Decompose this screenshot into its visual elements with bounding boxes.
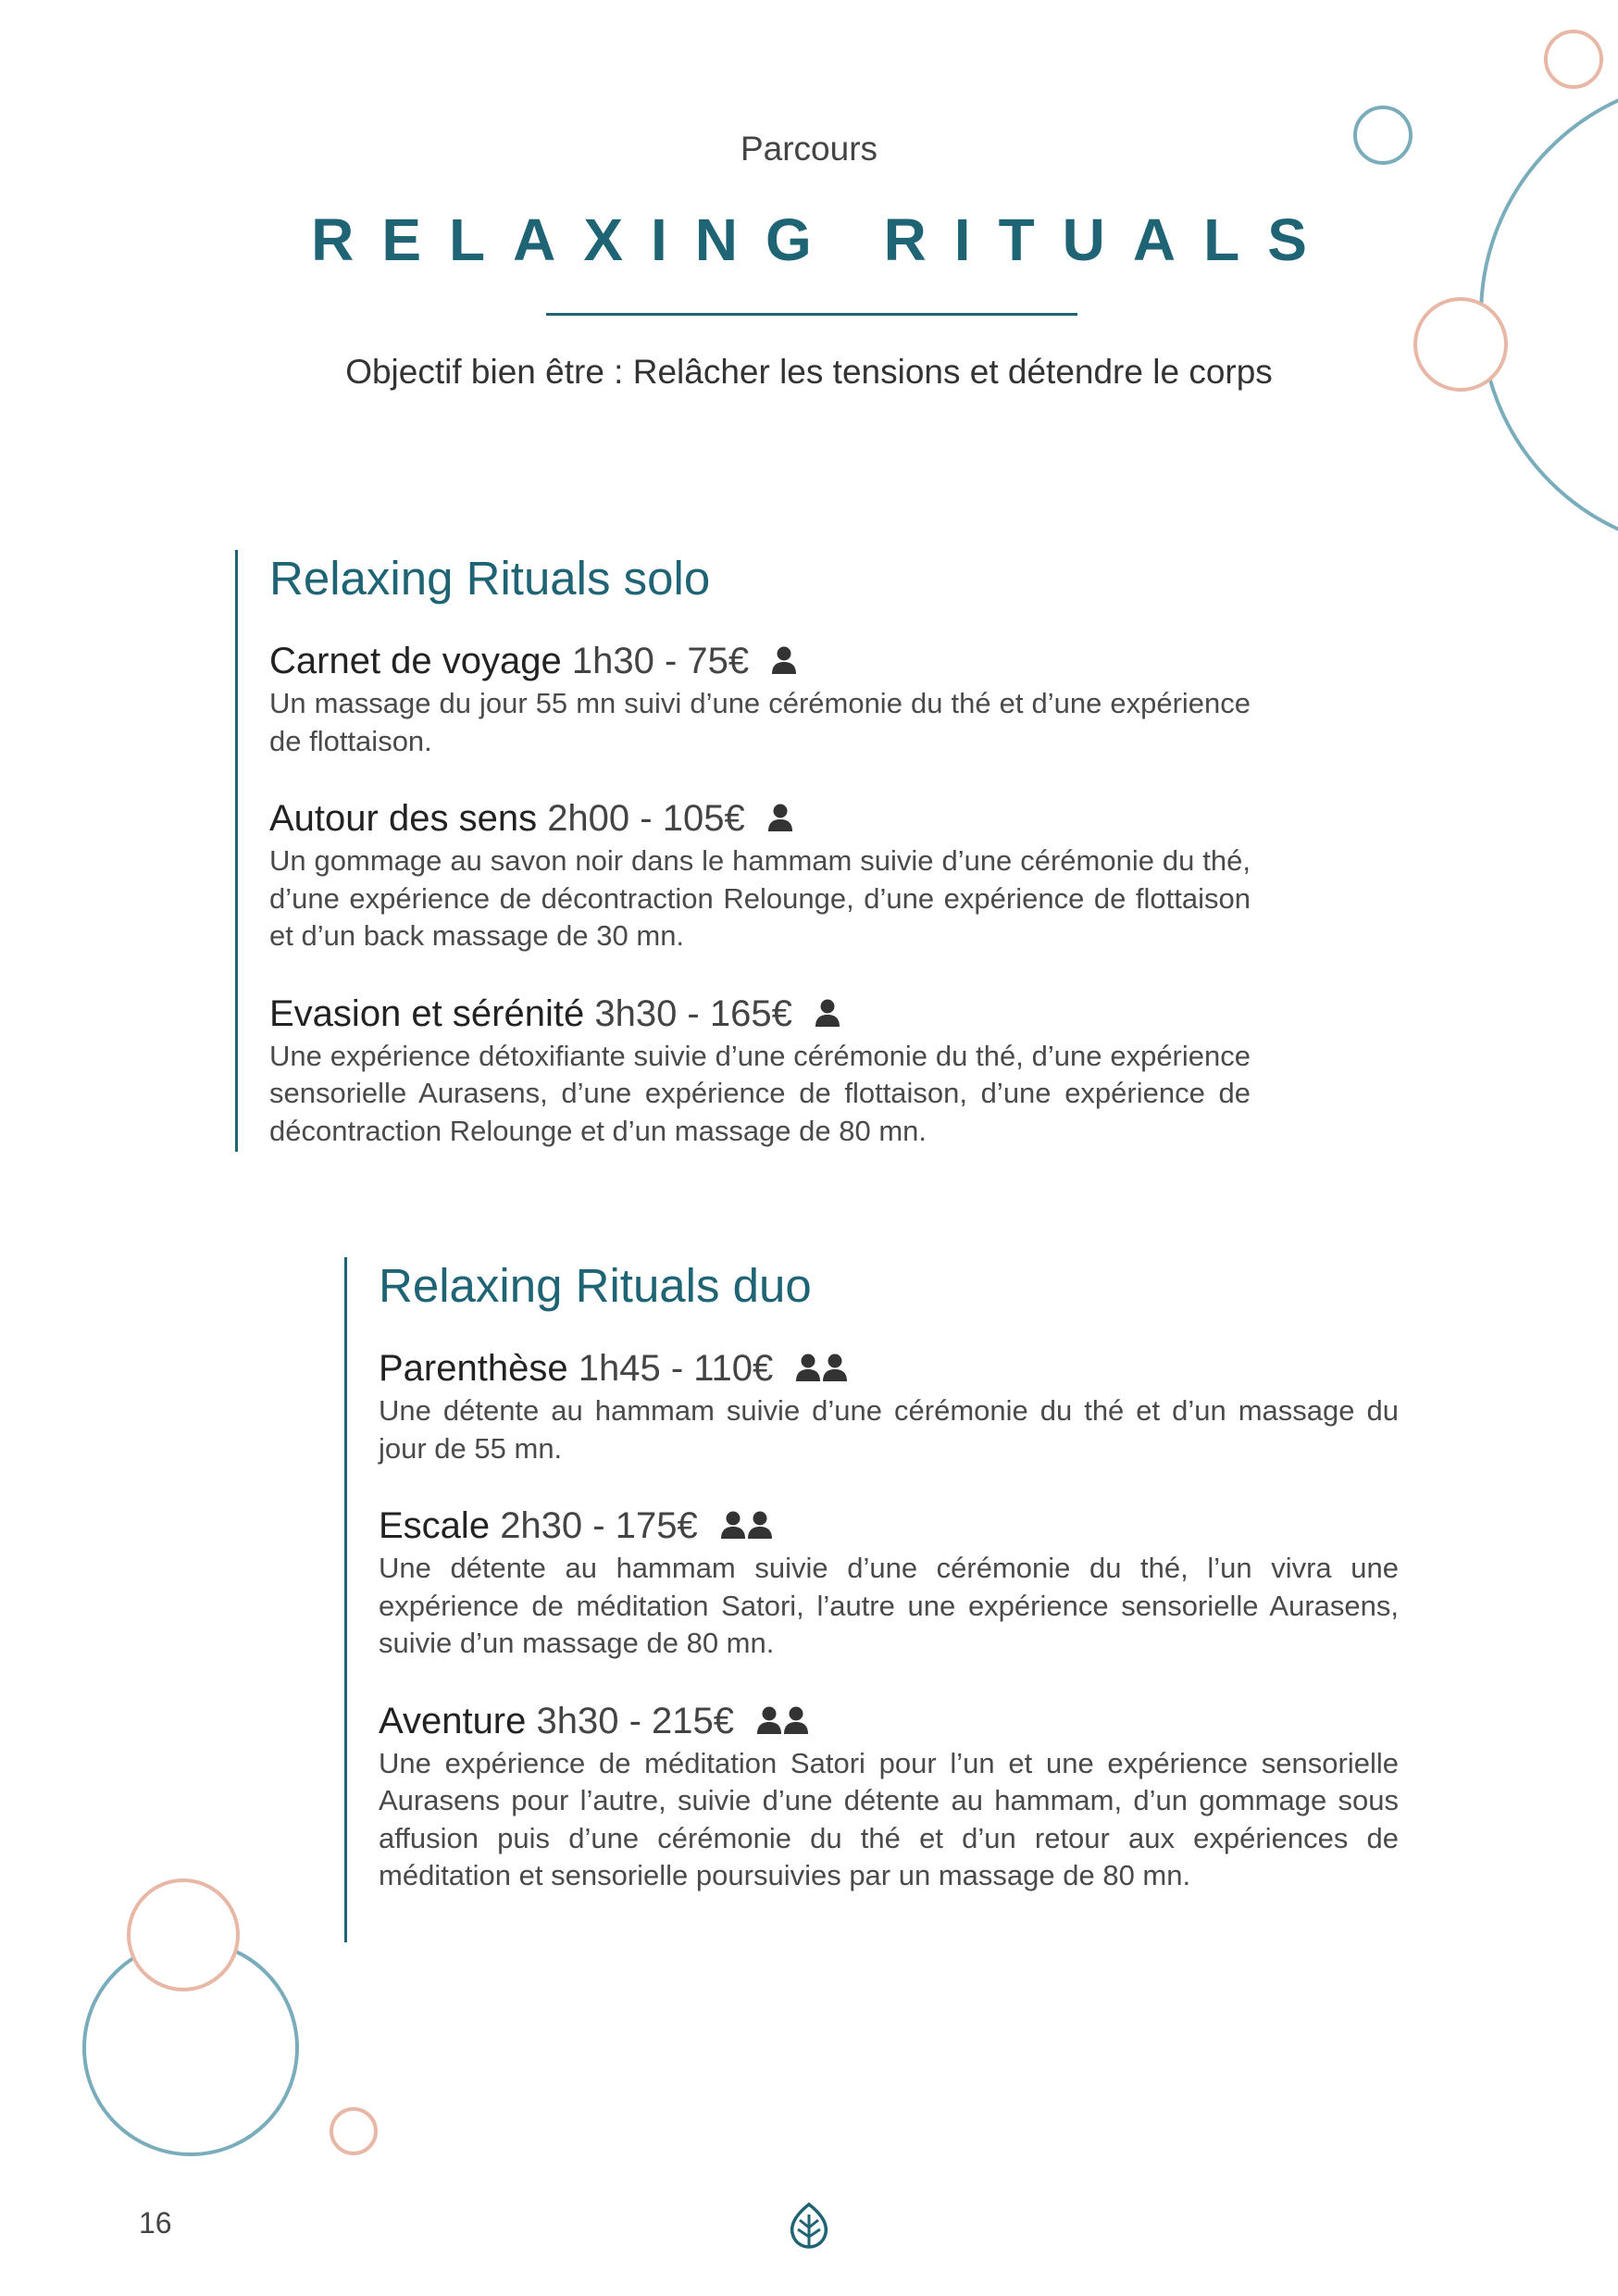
title-underline xyxy=(546,313,1077,316)
circle-peach-top-right xyxy=(1546,31,1601,87)
ritual-item xyxy=(379,1347,1399,1467)
circle-peach-bottom-left xyxy=(129,1880,238,1990)
two-persons-icon xyxy=(755,1702,811,1745)
two-persons-icon xyxy=(719,1506,775,1550)
ritual-price: 2h30 - 175€ xyxy=(500,1505,698,1547)
section-accent-bar xyxy=(344,1257,347,1942)
ritual-heading xyxy=(379,1504,1399,1550)
page-kicker: Parcours xyxy=(740,130,878,168)
section-title: Relaxing Rituals duo xyxy=(379,1259,812,1312)
ritual-name: Carnet de voyage xyxy=(269,641,562,682)
ritual-description: Une expérience de méditation Satori pour l’un et une expérience sensorielle Aurasens pour l’autre, suivie d’une détente au hammam, d’un gommage sous affusion puis d’une cérémonie du thé et d’un retour aux expériences de méditation et sensorielle poursuivies par un massage de 80 mn. xyxy=(379,1746,1399,1892)
ritual-description: Une expérience détoxifiante suivie d’une cérémonie du thé, d’une expérience sensorielle Aurasens, d’une expérience de flottaison, d’une expérience de décontraction Relounge et d’un massage de 80 mn. xyxy=(269,1039,1251,1147)
leaf-icon xyxy=(787,2202,831,2254)
ritual-description: Un massage du jour 55 mn suivi d’une cérémonie du thé et d’une expérience de flottaison. xyxy=(269,687,1251,757)
ritual-heading xyxy=(269,797,1251,842)
section-title: Relaxing Rituals solo xyxy=(269,552,711,605)
person-icon xyxy=(770,642,798,685)
ritual-price: 1h30 - 75€ xyxy=(571,641,750,682)
ritual-item xyxy=(379,1504,1399,1663)
ritual-name: Aventure xyxy=(379,1700,527,1741)
page-number: 16 xyxy=(139,2206,172,2240)
ritual-price: 1h45 - 110€ xyxy=(578,1348,774,1390)
page-title: RELAXING RITUALS xyxy=(311,206,1335,273)
ritual-name: Autour des sens xyxy=(269,798,538,840)
ritual-description: Un gommage au savon noir dans le hammam suivie d’une cérémonie du thé, d’une expérience de décontraction Relounge, d’une expérience de flottaison et d’un back massage de 30 mn. xyxy=(269,844,1251,953)
ritual-name: Parenthèse xyxy=(379,1348,568,1390)
ritual-price: 3h30 - 165€ xyxy=(594,992,792,1034)
circle-peach-small-bottom xyxy=(331,2109,376,2153)
ritual-price: 3h30 - 215€ xyxy=(536,1700,735,1741)
ritual-item xyxy=(269,640,1251,760)
section-duo xyxy=(344,1257,1399,1895)
ritual-heading xyxy=(379,1700,1399,1745)
ritual-item xyxy=(269,992,1251,1151)
ritual-item xyxy=(269,797,1251,955)
two-persons-icon xyxy=(794,1349,850,1392)
ritual-heading xyxy=(269,640,1251,685)
section-accent-bar xyxy=(235,550,238,1152)
ritual-description: Une détente au hammam suivie d’une cérémonie du thé et d’un massage du jour de 55 mn. xyxy=(379,1394,1399,1465)
section-solo xyxy=(235,550,1251,1150)
ritual-name: Escale xyxy=(379,1505,491,1547)
page-objective: Objectif bien être : Relâcher les tensions et détendre le corps xyxy=(345,353,1273,391)
ritual-item xyxy=(379,1700,1399,1895)
ritual-price: 2h00 - 105€ xyxy=(547,798,745,840)
ritual-heading xyxy=(379,1347,1399,1392)
ritual-name: Evasion et sérénité xyxy=(269,992,585,1034)
ritual-heading xyxy=(269,992,1251,1038)
person-icon xyxy=(814,994,841,1038)
person-icon xyxy=(766,799,794,842)
ritual-description: Une détente au hammam suivie d’une cérémonie du thé, l’un vivra une expérience de méditation Satori, l’autre une expérience sensorielle Aurasens, suivie d’un massage de 80 mn. xyxy=(379,1552,1399,1660)
